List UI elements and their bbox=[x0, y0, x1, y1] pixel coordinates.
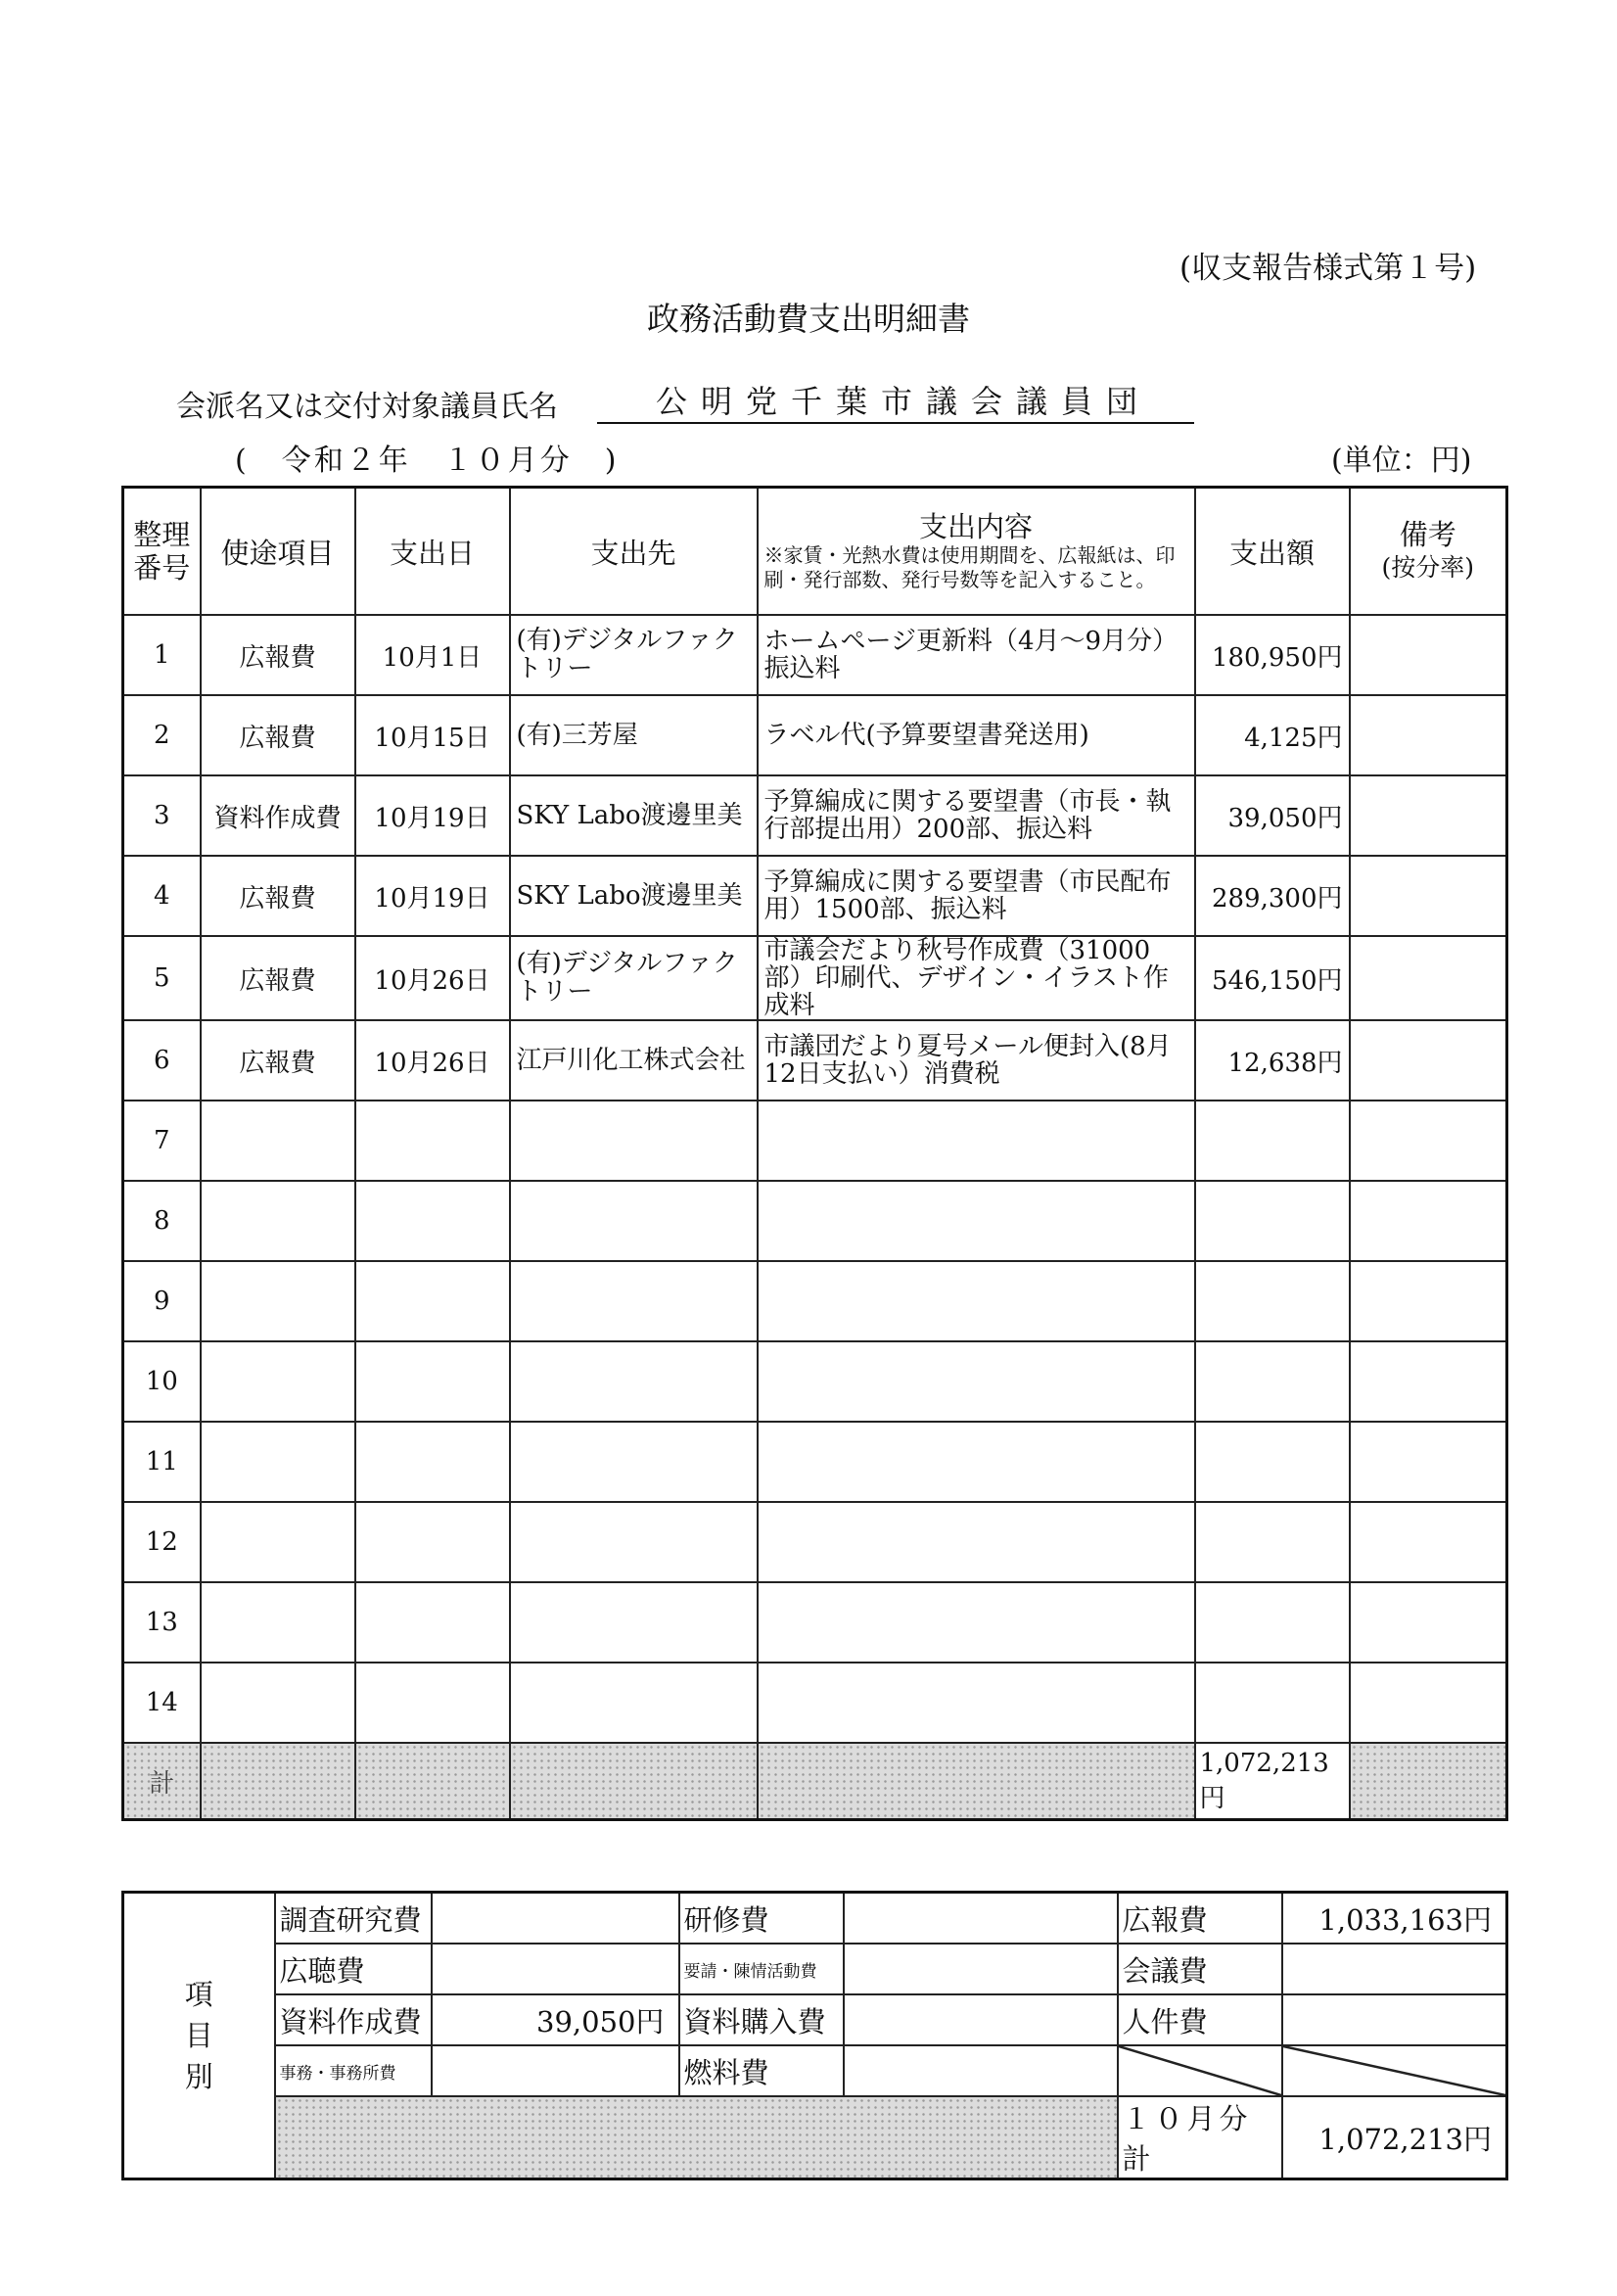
header-category: 使途項目 bbox=[201, 488, 355, 616]
total-amount: 1,072,213円 bbox=[1195, 1743, 1350, 1820]
document-title: 政務活動費支出明細書 bbox=[647, 300, 970, 338]
row-amount bbox=[1195, 1181, 1350, 1261]
row-category: 資料作成費 bbox=[201, 775, 355, 856]
table-row bbox=[123, 1261, 1507, 1341]
row-date bbox=[355, 1502, 510, 1582]
row-number: 7 bbox=[123, 1101, 201, 1181]
row-content bbox=[758, 1582, 1195, 1663]
total-shaded-cell bbox=[510, 1743, 758, 1820]
diagonal-cell bbox=[1118, 2045, 1282, 2096]
row-number: 10 bbox=[123, 1341, 201, 1422]
row-number: 1 bbox=[123, 615, 201, 695]
pr-value: 1,033,163円 bbox=[1282, 1893, 1507, 1945]
row-content bbox=[758, 1341, 1195, 1422]
row-date bbox=[355, 1181, 510, 1261]
total-shaded-cell bbox=[758, 1743, 1195, 1820]
table-row bbox=[123, 1020, 1507, 1101]
row-number: 3 bbox=[123, 775, 201, 856]
row-date: 10月19日 bbox=[355, 775, 510, 856]
meeting-label: 会議費 bbox=[1118, 1944, 1282, 1994]
form-number: (収支報告様式第１号) bbox=[1179, 251, 1477, 286]
row-number: 9 bbox=[123, 1261, 201, 1341]
row-amount bbox=[1195, 1261, 1350, 1341]
header-content-title: 支出内容 bbox=[918, 510, 1033, 543]
table-row bbox=[123, 936, 1507, 1020]
row-content bbox=[758, 1261, 1195, 1341]
row-amount: 180,950円 bbox=[1195, 615, 1350, 695]
row-remarks bbox=[1350, 775, 1507, 856]
row-content bbox=[758, 1181, 1195, 1261]
table-row bbox=[123, 1502, 1507, 1582]
total-shaded-cell bbox=[355, 1743, 510, 1820]
row-amount: 4,125円 bbox=[1195, 695, 1350, 775]
category-summary-table bbox=[121, 1891, 1508, 2180]
row-category: 広報費 bbox=[201, 936, 355, 1020]
table-row bbox=[123, 1422, 1507, 1502]
faction-label: 会派名又は交付対象議員氏名 bbox=[176, 390, 558, 424]
row-category bbox=[201, 1422, 355, 1502]
row-amount bbox=[1195, 1101, 1350, 1181]
row-payee bbox=[510, 1502, 758, 1582]
header-amount: 支出額 bbox=[1195, 488, 1350, 616]
row-amount bbox=[1195, 1663, 1350, 1743]
row-number: 5 bbox=[123, 936, 201, 1020]
row-payee bbox=[510, 1101, 758, 1181]
row-amount bbox=[1195, 1341, 1350, 1422]
row-number: 11 bbox=[123, 1422, 201, 1502]
office-value bbox=[432, 2045, 679, 2096]
row-payee bbox=[510, 1422, 758, 1502]
meeting-value bbox=[1282, 1944, 1507, 1994]
header-remarks bbox=[1350, 488, 1507, 616]
row-date bbox=[355, 1663, 510, 1743]
row-payee bbox=[510, 1181, 758, 1261]
row-date bbox=[355, 1422, 510, 1502]
row-payee bbox=[510, 1582, 758, 1663]
row-payee: (有)三芳屋 bbox=[510, 695, 758, 775]
row-date bbox=[355, 1341, 510, 1422]
row-category bbox=[201, 1502, 355, 1582]
row-payee: SKY Labo渡邊里美 bbox=[510, 856, 758, 936]
diagonal-cell bbox=[1282, 2045, 1507, 2096]
purchase-value bbox=[844, 1994, 1118, 2045]
row-category bbox=[201, 1101, 355, 1181]
row-number: 2 bbox=[123, 695, 201, 775]
row-remarks bbox=[1350, 1101, 1507, 1181]
row-date: 10月26日 bbox=[355, 1020, 510, 1101]
table-row bbox=[123, 695, 1507, 775]
table-row bbox=[123, 1341, 1507, 1422]
materials-value: 39,050円 bbox=[432, 1994, 679, 2045]
header-content-note: ※家賃・光熱水費は使用期間を、広報紙は、印刷・発行部数、発行号数等を記入すること。 bbox=[763, 543, 1176, 591]
summary-shaded-cell bbox=[275, 2096, 1118, 2179]
table-row bbox=[123, 1101, 1507, 1181]
row-category bbox=[201, 1341, 355, 1422]
total-row bbox=[123, 1743, 1507, 1820]
row-date bbox=[355, 1101, 510, 1181]
row-category: 広報費 bbox=[201, 856, 355, 936]
petition-value bbox=[844, 1944, 1118, 1994]
pr-label: 広報費 bbox=[1118, 1893, 1282, 1945]
row-payee bbox=[510, 1341, 758, 1422]
row-number: 8 bbox=[123, 1181, 201, 1261]
unit-label: (単位：円) bbox=[1331, 444, 1472, 478]
row-payee: (有)デジタルファクトリー bbox=[510, 936, 758, 1020]
personnel-label: 人件費 bbox=[1118, 1994, 1282, 2045]
header-remarks-sub: (按分率) bbox=[1381, 553, 1474, 582]
row-date: 10月26日 bbox=[355, 936, 510, 1020]
row-content: 予算編成に関する要望書（市民配布用）1500部、振込料 bbox=[758, 856, 1195, 936]
row-content bbox=[758, 1422, 1195, 1502]
row-payee bbox=[510, 1261, 758, 1341]
table-header-row bbox=[123, 488, 1507, 616]
row-content: 予算編成に関する要望書（市長・執行部提出用）200部、振込料 bbox=[758, 775, 1195, 856]
header-remarks-title: 備考 bbox=[1399, 518, 1456, 551]
table-row bbox=[123, 1663, 1507, 1743]
row-category: 広報費 bbox=[201, 615, 355, 695]
table-row bbox=[123, 775, 1507, 856]
row-category bbox=[201, 1582, 355, 1663]
total-shaded-cell bbox=[1350, 1743, 1507, 1820]
header-date: 支出日 bbox=[355, 488, 510, 616]
row-date bbox=[355, 1582, 510, 1663]
month-total-value: 1,072,213円 bbox=[1282, 2096, 1507, 2179]
report-period: ( 令和２年 １０月分 ) bbox=[235, 444, 620, 478]
row-remarks bbox=[1350, 1422, 1507, 1502]
month-total-label: １０月分計 bbox=[1118, 2096, 1282, 2179]
row-date: 10月15日 bbox=[355, 695, 510, 775]
row-payee: SKY Labo渡邊里美 bbox=[510, 775, 758, 856]
row-category: 広報費 bbox=[201, 1020, 355, 1101]
row-remarks bbox=[1350, 1582, 1507, 1663]
row-date bbox=[355, 1261, 510, 1341]
row-amount bbox=[1195, 1582, 1350, 1663]
research-value bbox=[432, 1893, 679, 1945]
row-amount: 289,300円 bbox=[1195, 856, 1350, 936]
training-label: 研修費 bbox=[679, 1893, 844, 1945]
hearing-label: 広聴費 bbox=[275, 1944, 432, 1994]
summary-side-label: 項 目 別 bbox=[123, 1893, 275, 2179]
row-remarks bbox=[1350, 1502, 1507, 1582]
row-remarks bbox=[1350, 856, 1507, 936]
hearing-value bbox=[432, 1944, 679, 1994]
table-row bbox=[123, 1181, 1507, 1261]
header-no: 整理番号 bbox=[123, 488, 201, 616]
row-remarks bbox=[1350, 1341, 1507, 1422]
row-payee: 江戸川化工株式会社 bbox=[510, 1020, 758, 1101]
fuel-label: 燃料費 bbox=[679, 2045, 844, 2096]
row-amount: 546,150円 bbox=[1195, 936, 1350, 1020]
row-amount bbox=[1195, 1502, 1350, 1582]
row-remarks bbox=[1350, 1020, 1507, 1101]
materials-label: 資料作成費 bbox=[275, 1994, 432, 2045]
table-row bbox=[123, 1582, 1507, 1663]
header-content bbox=[758, 488, 1195, 616]
expenditure-table bbox=[121, 486, 1508, 1821]
fuel-value bbox=[844, 2045, 1118, 2096]
row-remarks bbox=[1350, 936, 1507, 1020]
row-date: 10月1日 bbox=[355, 615, 510, 695]
row-payee bbox=[510, 1663, 758, 1743]
row-number: 14 bbox=[123, 1663, 201, 1743]
row-content: ホームページ更新料（4月～9月分）振込料 bbox=[758, 615, 1195, 695]
row-remarks bbox=[1350, 1261, 1507, 1341]
row-remarks bbox=[1350, 1181, 1507, 1261]
row-content: ラベル代(予算要望書発送用) bbox=[758, 695, 1195, 775]
row-number: 13 bbox=[123, 1582, 201, 1663]
total-label: 計 bbox=[123, 1743, 201, 1820]
row-amount bbox=[1195, 1422, 1350, 1502]
row-category bbox=[201, 1261, 355, 1341]
total-shaded-cell bbox=[201, 1743, 355, 1820]
row-category bbox=[201, 1181, 355, 1261]
row-content bbox=[758, 1101, 1195, 1181]
row-date: 10月19日 bbox=[355, 856, 510, 936]
row-number: 12 bbox=[123, 1502, 201, 1582]
faction-name: 公明党千葉市議会議員団 bbox=[597, 377, 1194, 424]
purchase-label: 資料購入費 bbox=[679, 1994, 844, 2045]
personnel-value bbox=[1282, 1994, 1507, 2045]
row-payee: (有)デジタルファクトリー bbox=[510, 615, 758, 695]
training-value bbox=[844, 1893, 1118, 1945]
row-amount: 12,638円 bbox=[1195, 1020, 1350, 1101]
row-content bbox=[758, 1502, 1195, 1582]
research-label: 調査研究費 bbox=[275, 1893, 432, 1945]
row-content: 市議団だより夏号メール便封入(8月12日支払い）消費税 bbox=[758, 1020, 1195, 1101]
table-row bbox=[123, 856, 1507, 936]
row-content bbox=[758, 1663, 1195, 1743]
row-category bbox=[201, 1663, 355, 1743]
row-remarks bbox=[1350, 1663, 1507, 1743]
header-payee: 支出先 bbox=[510, 488, 758, 616]
table-row bbox=[123, 615, 1507, 695]
row-amount: 39,050円 bbox=[1195, 775, 1350, 856]
row-remarks bbox=[1350, 695, 1507, 775]
row-number: 6 bbox=[123, 1020, 201, 1101]
row-category: 広報費 bbox=[201, 695, 355, 775]
row-content: 市議会だより秋号作成費（31000部）印刷代、デザイン・イラスト作成料 bbox=[758, 936, 1195, 1020]
petition-label: 要請・陳情活動費 bbox=[679, 1944, 844, 1994]
row-number: 4 bbox=[123, 856, 201, 936]
office-label: 事務・事務所費 bbox=[275, 2045, 432, 2096]
row-remarks bbox=[1350, 615, 1507, 695]
